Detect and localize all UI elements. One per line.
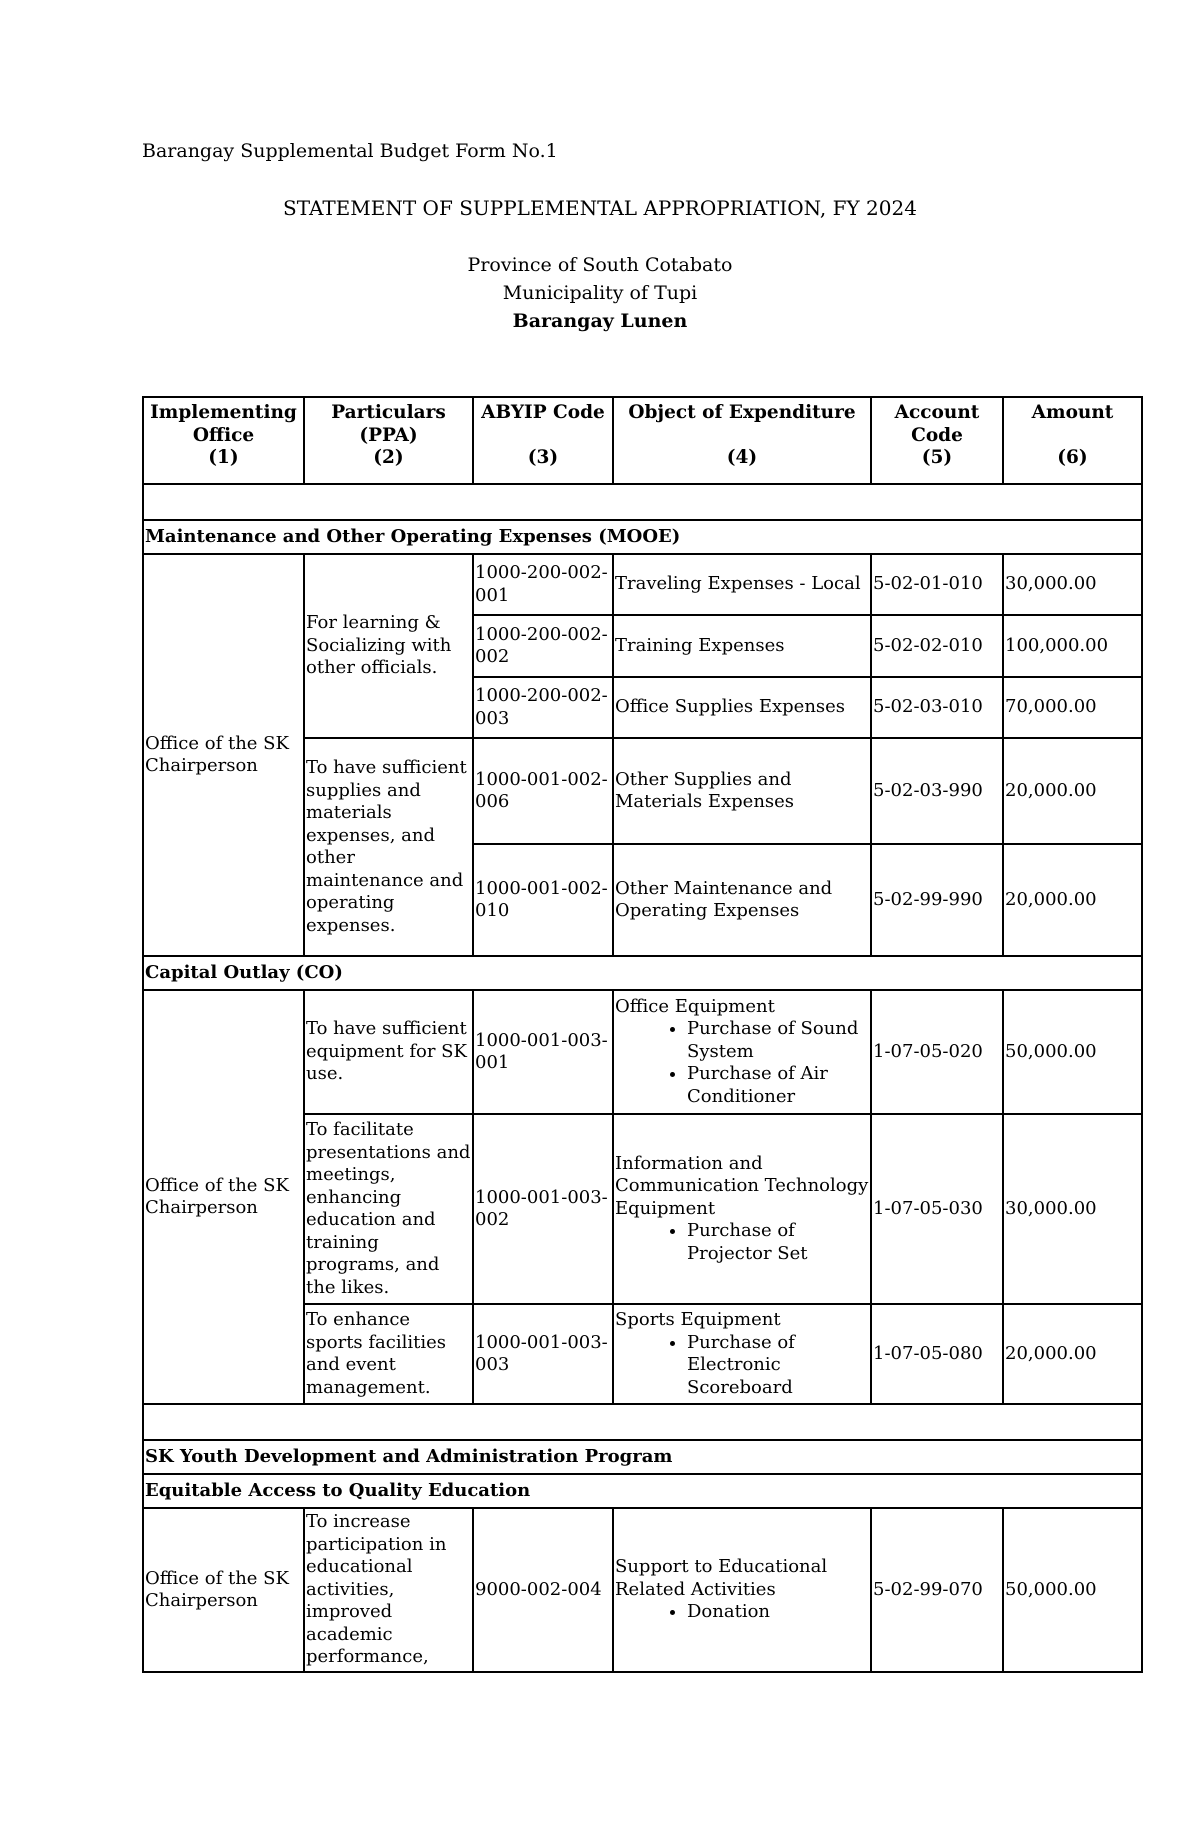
list-item: • Purchase of Sound System [687,1018,869,1063]
barangay-line: Barangay Lunen [512,310,688,332]
table-header-row [143,397,1142,484]
amount: 50,000.00 [1003,990,1142,1114]
object-bullets [615,1018,869,1108]
col-header-abyip-code: ABYIP Code (3) [473,397,613,484]
section-row-skydap [143,1440,1142,1474]
account-code: 1-07-05-030 [871,1114,1003,1304]
abyip-code: 1000-001-003-002 [473,1114,613,1304]
subsection-row-education [143,1474,1142,1508]
object-of-expenditure: Other Supplies and Materials Expenses [613,738,871,844]
amount: 100,000.00 [1003,615,1142,677]
abyip-code: 1000-001-003-001 [473,990,613,1114]
abyip-code: 9000-002-004 [473,1508,613,1672]
account-code: 5-02-02-010 [871,615,1003,677]
abyip-code: 1000-200-002-003 [473,677,613,738]
object-of-expenditure [613,990,871,1114]
implementing-office: Office of the SK Chairperson [143,1508,304,1672]
abyip-code: 1000-001-003-003 [473,1304,613,1404]
abyip-code: 1000-001-002-006 [473,738,613,844]
list-item: • Purchase of Projector Set [687,1220,869,1265]
appropriation-table [142,396,1143,1673]
abyip-code: 1000-200-002-002 [473,615,613,677]
account-code: 5-02-99-990 [871,844,1003,956]
particulars: To have sufficient equipment for SK use. [304,990,473,1114]
account-code: 5-02-03-990 [871,738,1003,844]
subsection-title: Equitable Access to Quality Education [143,1474,1142,1508]
section-title: SK Youth Development and Administration Program [143,1440,1142,1474]
amount: 20,000.00 [1003,1304,1142,1404]
account-code: 5-02-01-010 [871,554,1003,615]
abyip-code: 1000-001-002-010 [473,844,613,956]
object-bullets [615,1332,869,1400]
object-title: Information and Communication Technology Equipment [615,1152,869,1219]
object-of-expenditure [613,1304,871,1404]
section-title: Maintenance and Other Operating Expenses (MOOE) [143,520,1142,554]
table-row [143,554,1142,615]
amount: 20,000.00 [1003,738,1142,844]
amount: 70,000.00 [1003,677,1142,738]
object-title: Support to Educational Related Activities [615,1556,828,1600]
object-of-expenditure: Traveling Expenses - Local [613,554,871,615]
abyip-code: 1000-200-002-001 [473,554,613,615]
col-header-office: Implementing Office (1) [143,397,304,484]
municipality-line: Municipality of Tupi [502,282,698,304]
form-number: Barangay Supplemental Budget Form No.1 [142,140,558,162]
particulars: To enhance sports facilities and event management. [304,1304,473,1404]
particulars: To have sufficient supplies and materials expenses, and other maintenance and operating expenses. [304,738,473,956]
object-of-expenditure: Training Expenses [613,615,871,677]
amount: 20,000.00 [1003,844,1142,956]
account-code: 5-02-99-070 [871,1508,1003,1672]
table-row [143,1508,1142,1672]
object-of-expenditure: Office Supplies Expenses [613,677,871,738]
list-item: • Donation [687,1601,869,1624]
particulars: To facilitate presentations and meetings, enhancing education and training programs, and the likes. [304,1114,473,1304]
object-title: Office Equipment [615,995,775,1017]
col-header-object: Object of Expenditure (4) [613,397,871,484]
list-item: • Purchase of Electronic Scoreboard [687,1332,869,1400]
section-row-mooe [143,520,1142,554]
amount: 30,000.00 [1003,554,1142,615]
province-line: Province of South Cotabato [467,254,733,276]
col-header-amount: Amount (6) [1003,397,1142,484]
account-code: 5-02-03-010 [871,677,1003,738]
object-of-expenditure [613,1508,871,1672]
object-bullets [615,1220,869,1265]
account-code: 1-07-05-020 [871,990,1003,1114]
amount: 50,000.00 [1003,1508,1142,1672]
account-code: 1-07-05-080 [871,1304,1003,1404]
implementing-office: Office of the SK Chairperson [143,554,304,956]
section-row-co [143,956,1142,990]
implementing-office: Office of the SK Chairperson [143,990,304,1404]
section-title: Capital Outlay (CO) [143,956,1142,990]
table-row [143,990,1142,1114]
particulars: To increase participation in educational activities, improved academic performance, [304,1508,473,1672]
object-title: Sports Equipment [615,1309,781,1330]
blank-row [143,484,1142,520]
list-item: • Purchase of Air Conditioner [687,1063,869,1108]
document-title: STATEMENT OF SUPPLEMENTAL APPROPRIATION, FY 2024 [283,196,917,220]
particulars: For learning & Socializing with other officials. [304,554,473,738]
object-bullets [615,1601,869,1624]
object-of-expenditure [613,1114,871,1304]
col-header-account-code: Account Code (5) [871,397,1003,484]
amount: 30,000.00 [1003,1114,1142,1304]
blank-row [143,1404,1142,1440]
col-header-particulars: Particulars (PPA) (2) [304,397,473,484]
object-of-expenditure: Other Maintenance and Operating Expenses [613,844,871,956]
